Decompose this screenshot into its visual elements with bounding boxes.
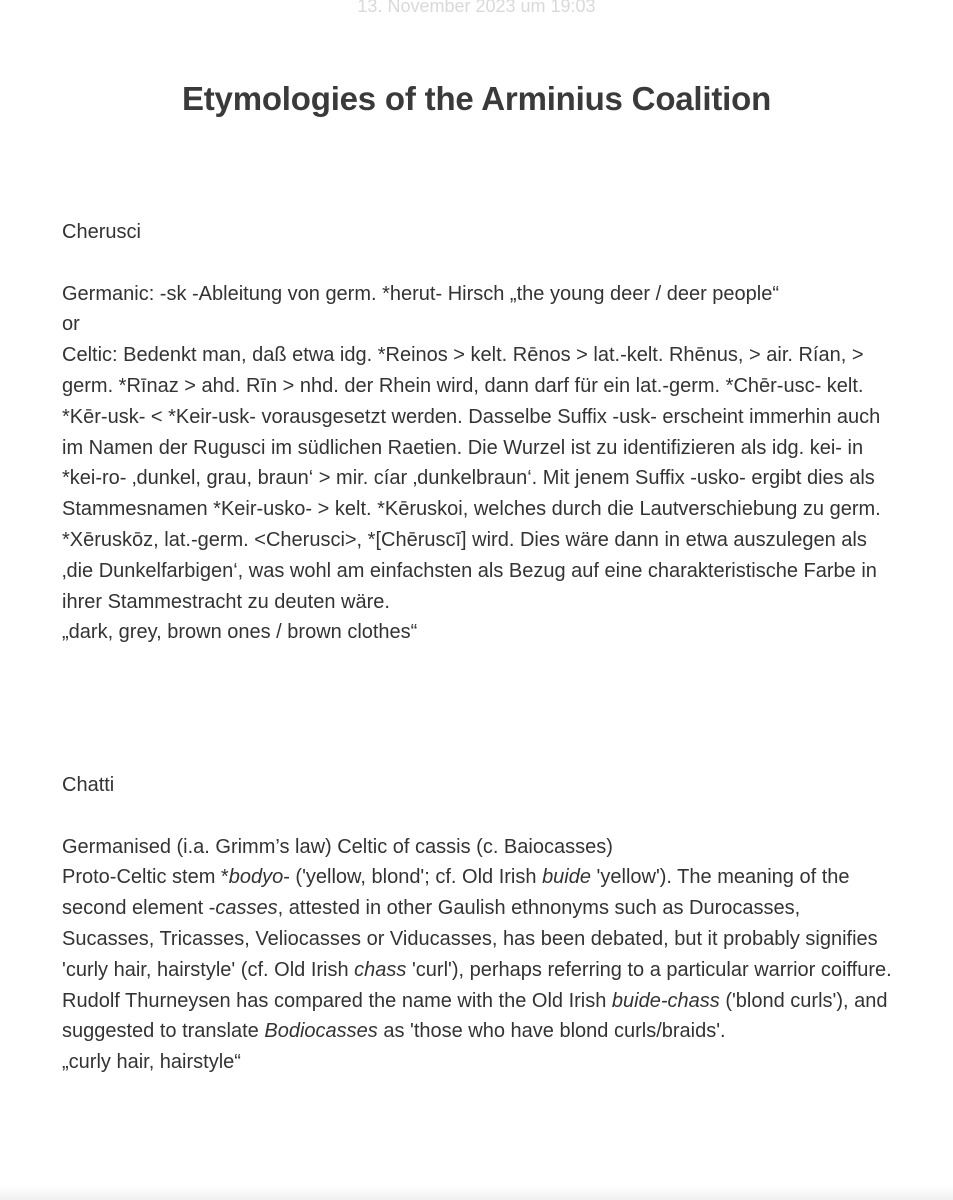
term-buide-chass: buide-chass <box>611 989 720 1012</box>
section-heading-cherusci: Cherusci <box>62 221 141 243</box>
section-heading-chatti: Chatti <box>62 774 115 796</box>
term-chass: chass <box>354 958 407 981</box>
text-run: 'curl'), perhaps referring to a particular warrior coiffure. Rudolf Thurneysen has compared the name with the Old Irish <box>62 958 892 1012</box>
note-date: 13. November 2023 um 19:03 <box>357 0 596 16</box>
chatti-proto-celtic-paragraph <box>62 862 892 1047</box>
term-bodyo: bodyo <box>228 866 284 889</box>
term-casses: casses <box>215 897 278 920</box>
section-cherusci <box>62 217 892 648</box>
cherusci-or: or <box>62 313 80 336</box>
section-chatti <box>62 770 892 1078</box>
chatti-germanised-line: Germanised (i.a. Grimm’s law) Celtic of cassis (c. Baiocasses) <box>62 835 613 858</box>
bottom-edge-shadow <box>0 1186 953 1200</box>
chatti-gloss: „curly hair, hairstyle“ <box>62 1051 241 1074</box>
text-run: ('blond curls'), and suggested to translate <box>62 989 888 1043</box>
cherusci-germanic-etymology: Germanic: -sk -Ableitung von germ. *herut- Hirsch „the young deer / deer people“ <box>62 282 780 305</box>
term-buide: buide <box>542 866 591 889</box>
term-bodiocasses: Bodiocasses <box>264 1020 378 1043</box>
text-run: , attested in other Gaulish ethnonyms such as Durocasses, Sucasses, Tricasses, Veliocasses or Viducasses, has been debated, but it probably signifies 'curly hair, hairstyle' (cf. Old Irish <box>62 897 878 981</box>
text-run: - ('yellow, blond'; cf. Old Irish <box>283 866 543 889</box>
text-run: as 'those who have blond curls/braids'. <box>377 1020 726 1043</box>
cherusci-celtic-etymology: Celtic: Bedenkt man, daß etwa idg. *Reinos > kelt. Rēnos > lat.-kelt. Rhēnus, > air. Rían, > germ. *Rīnaz > ahd. Rīn > nhd. der Rhein wird, dann darf für ein lat.-germ. *Chēr-usc- kelt. *Kēr-usk- < *Keir-usk- vorausgesetzt werden. Dasselbe Suffix -usk- erscheint immerhin auch im Namen der Rugusci im südlichen Raetien. Die Wurzel ist zu identifizieren als idg. kei- in *kei-ro- ‚dunkel, grau, braun‘ > mir. cíar ‚dunkelbraun‘. Mit jenem Suffix -usko- ergibt dies als Stammesnamen *Keir-usko- > kelt. *Kēruskoi, welches durch die Lautverschiebung zu germ. *Xēruskōz, lat.-germ. <Cherusci>, *[Chēruscī] wird. Dies wäre dann in etwa auszulegen als ‚die Dunkelfarbigen‘, was wohl am einfachsten als Bezug auf eine charakteristische Farbe in ihrer Stammestracht zu deuten wäre. <box>62 344 881 613</box>
text-run: 'yellow'). The meaning of the second element - <box>62 866 850 920</box>
cherusci-gloss: „dark, grey, brown ones / brown clothes“ <box>62 621 418 644</box>
text-run: Proto-Celtic stem * <box>62 866 229 889</box>
page-title: Etymologies of the Arminius Coalition <box>181 80 772 117</box>
